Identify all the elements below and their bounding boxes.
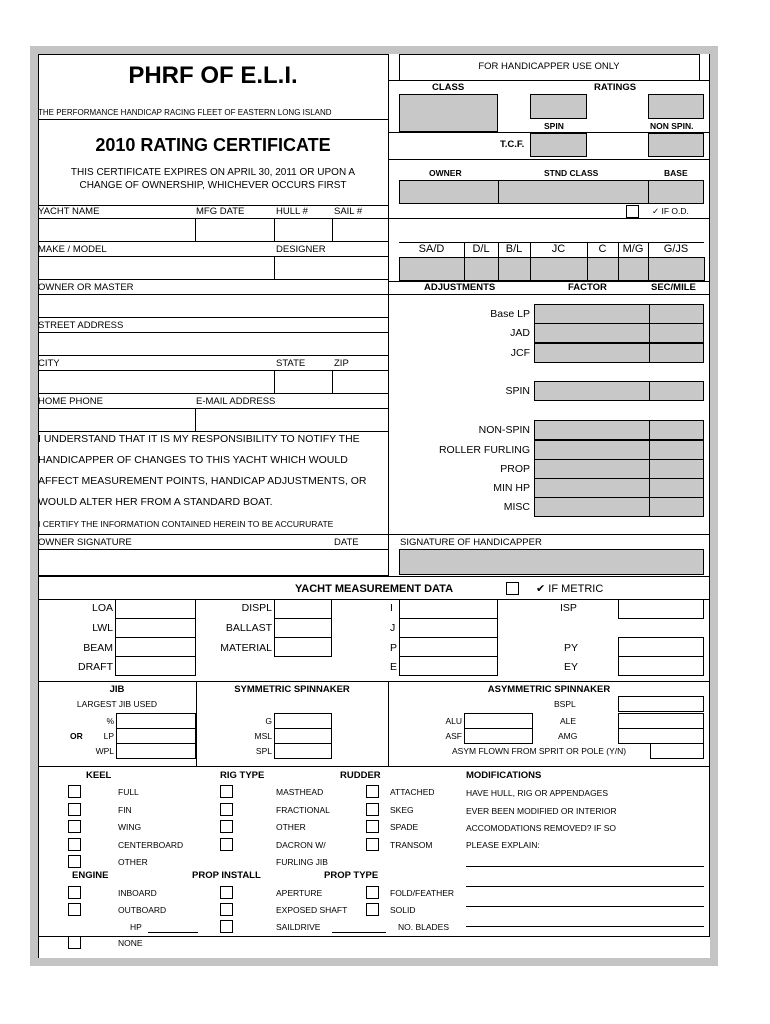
engine-none-checkbox[interactable] — [68, 936, 81, 949]
option-label: CENTERBOARD — [118, 840, 184, 850]
tcf-non-spin-field[interactable] — [648, 133, 704, 157]
asf-field[interactable] — [464, 728, 533, 744]
factor-col-field[interactable] — [530, 257, 588, 281]
factor-col-label: D/L — [472, 243, 490, 255]
prop-type-label: NO. BLADES — [398, 922, 450, 932]
yacht-name-label: YACHT NAME — [38, 206, 100, 217]
factor-label: FACTOR — [568, 282, 607, 293]
factor-col-divider — [464, 242, 465, 257]
mod-line-4: PLEASE EXPLAIN: — [466, 840, 540, 850]
class-field[interactable] — [399, 94, 498, 132]
factor-col-label: JC — [551, 243, 566, 255]
g-label: G — [265, 716, 272, 726]
certify-line: I CERTIFY THE INFORMATION CONTAINED HEREIN TO BE ACCURURATE — [38, 519, 334, 529]
sail-label: SAIL # — [334, 206, 363, 217]
adjustment-sec-mile-field[interactable] — [649, 420, 704, 440]
ballast-label: BALLAST — [225, 622, 272, 634]
beam-label: BEAM — [83, 642, 113, 654]
py-field[interactable] — [618, 637, 704, 657]
adjustment-factor-field[interactable] — [534, 304, 650, 324]
i-field[interactable] — [399, 599, 498, 619]
option-checkbox[interactable] — [366, 803, 379, 816]
no-blades-field[interactable] — [332, 932, 386, 933]
isp-field[interactable] — [618, 599, 704, 619]
prop-install-checkbox[interactable] — [220, 920, 233, 933]
base-rating-field[interactable] — [648, 180, 704, 204]
adjustment-label: NON-SPIN — [478, 424, 530, 436]
g-field[interactable] — [274, 713, 332, 729]
i-label: I — [390, 602, 393, 614]
prop-install-label: EXPOSED SHAFT — [276, 905, 348, 915]
factor-col-divider — [648, 242, 649, 257]
lwl-label: LWL — [92, 622, 113, 634]
asym-flown-label: ASYM FLOWN FROM SPRIT OR POLE (Y/N) — [452, 746, 627, 756]
expiry-line-2: CHANGE OF OWNERSHIP, WHICHEVER OCCURS FIRST — [79, 180, 347, 191]
explain-line-1[interactable] — [466, 866, 704, 867]
if-metric-label: ✔ IF METRIC — [536, 583, 604, 595]
option-checkbox[interactable] — [220, 785, 233, 798]
asym-flown-field[interactable] — [650, 743, 704, 759]
j-field[interactable] — [399, 618, 498, 638]
certificate-title: 2010 RATING CERTIFICATE — [95, 135, 331, 155]
adjustment-factor-field[interactable] — [534, 497, 650, 517]
msl-label: MSL — [254, 731, 272, 741]
lwl-field[interactable] — [115, 618, 196, 638]
mod-line-1: HAVE HULL, RIG OR APPENDAGES — [466, 788, 609, 798]
jib-lp-field[interactable] — [116, 728, 196, 744]
stnd-class-label: STND CLASS — [544, 168, 599, 178]
engine-option-label: NONE — [118, 938, 143, 948]
jib-pct-field[interactable] — [116, 713, 196, 729]
option-checkbox[interactable] — [220, 803, 233, 816]
asym-spinnaker-heading: ASYMMETRIC SPINNAKER — [487, 684, 611, 695]
prop-install-heading: PROP INSTALL — [192, 870, 261, 881]
or-label: OR — [70, 731, 83, 741]
city-label: CITY — [38, 358, 60, 369]
make-model-field[interactable] — [38, 256, 275, 280]
owner-signature-label: OWNER SIGNATURE — [38, 537, 132, 548]
explain-line-2[interactable] — [466, 886, 704, 887]
factor-col-label: SA/D — [418, 243, 445, 255]
option-label: WING — [118, 822, 142, 832]
adjustment-label: PROP — [500, 463, 530, 475]
prop-install-label: SAILDRIVE — [276, 922, 321, 932]
mfg-date-field[interactable] — [195, 218, 275, 242]
prop-type-checkbox[interactable] — [366, 903, 379, 916]
prop-type-label: FOLD/FEATHER — [390, 888, 455, 898]
factor-col-divider — [618, 242, 619, 257]
owner-master-label: OWNER OR MASTER — [38, 282, 134, 293]
adjustment-factor-field[interactable] — [534, 440, 650, 460]
option-label: FIN — [118, 805, 132, 815]
sym-spinnaker-heading: SYMMETRIC SPINNAKER — [234, 684, 350, 695]
option-checkbox[interactable] — [366, 838, 379, 851]
adjustment-label: JAD — [510, 327, 530, 339]
email-label: E-MAIL ADDRESS — [196, 396, 276, 407]
option-label: FULL — [118, 787, 139, 797]
adjustment-sec-mile-field[interactable] — [649, 440, 704, 460]
zip-field[interactable] — [332, 370, 389, 394]
zip-label: ZIP — [334, 358, 349, 369]
state-label: STATE — [276, 358, 306, 369]
designer-field[interactable] — [274, 256, 389, 280]
factor-col-divider — [587, 242, 588, 257]
adjustment-sec-mile-field[interactable] — [649, 497, 704, 517]
alu-field[interactable] — [464, 713, 533, 729]
adjustment-factor-field[interactable] — [534, 478, 650, 498]
prop-install-checkbox[interactable] — [220, 886, 233, 899]
mod-line-3: ACCOMODATIONS REMOVED? IF SO — [466, 823, 617, 833]
spl-label: SPL — [255, 746, 272, 756]
adjustment-sec-mile-field[interactable] — [649, 478, 704, 498]
adjustment-label: MIN HP — [493, 482, 530, 494]
adjustment-label: JCF — [510, 347, 530, 359]
prop-type-heading: PROP TYPE — [324, 870, 379, 881]
jib-heading: JIB — [109, 684, 125, 695]
certificate-page — [38, 54, 710, 958]
adjustment-factor-field[interactable] — [534, 343, 650, 363]
home-phone-field[interactable] — [38, 408, 196, 432]
ratings-label: RATINGS — [594, 82, 637, 93]
ey-label: EY — [564, 661, 579, 673]
non-spin-rating-field[interactable] — [648, 94, 704, 119]
factor-col-field[interactable] — [587, 257, 619, 281]
option-label: DACRON W/ — [276, 840, 326, 850]
engine-checkbox[interactable] — [68, 886, 81, 899]
expiry-line-1: THIS CERTIFICATE EXPIRES ON APRIL 30, 2011 OR UPON A — [70, 167, 356, 178]
factor-col-field[interactable] — [399, 257, 465, 281]
ballast-field[interactable] — [274, 618, 332, 638]
loa-field[interactable] — [115, 599, 196, 619]
sec-mile-label: SEC/MILE — [651, 282, 696, 293]
jib-wpl-field[interactable] — [116, 743, 196, 759]
isp-label: ISP — [560, 602, 577, 614]
engine-checkbox[interactable] — [68, 903, 81, 916]
owner-master-field[interactable] — [38, 294, 389, 318]
mod-line-2: EVER BEEN MODIFIED OR INTERIOR — [466, 806, 617, 816]
displ-field[interactable] — [274, 599, 332, 619]
street-address-field[interactable] — [38, 332, 389, 356]
adjustment-sec-mile-field[interactable] — [649, 381, 704, 401]
handicapper-signature-label: SIGNATURE OF HANDICAPPER — [400, 537, 542, 548]
loa-label: LOA — [91, 602, 113, 614]
factor-col-label: G/JS — [663, 243, 689, 255]
adjustment-label: MISC — [503, 501, 530, 513]
alu-label: ALU — [445, 716, 462, 726]
option-checkbox[interactable] — [68, 820, 81, 833]
ale-field[interactable] — [618, 713, 704, 729]
adjustments-label: ADJUSTMENTS — [424, 282, 496, 293]
tcf-spin-field[interactable] — [530, 133, 587, 157]
spin-rating-field[interactable] — [530, 94, 587, 119]
non-spin-label: NON SPIN. — [650, 121, 694, 131]
ey-field[interactable] — [618, 656, 704, 676]
bspl-label: BSPL — [554, 699, 576, 709]
prop-install-checkbox[interactable] — [220, 903, 233, 916]
date-label: DATE — [334, 537, 359, 548]
adjustment-label: SPIN — [505, 385, 530, 397]
pct-label: % — [106, 716, 114, 726]
rig-type-heading: RIG TYPE — [220, 770, 265, 781]
option-checkbox[interactable] — [68, 785, 81, 798]
e-field[interactable] — [399, 656, 498, 676]
option-label: OTHER — [276, 822, 306, 832]
factor-col-label: M/G — [622, 243, 644, 255]
rudder-heading: RUDDER — [340, 770, 381, 781]
responsibility-line-1: I UNDERSTAND THAT IT IS MY RESPONSIBILITY TO NOTIFY THE — [38, 433, 360, 445]
state-field[interactable] — [274, 370, 333, 394]
option-checkbox[interactable] — [366, 820, 379, 833]
beam-field[interactable] — [115, 637, 196, 657]
owner-rating-field[interactable] — [399, 180, 499, 204]
prop-type-label: SOLID — [390, 905, 416, 915]
adjustment-label: ROLLER FURLING — [438, 444, 530, 456]
factor-col-label: C — [598, 243, 607, 255]
displ-label: DISPL — [241, 602, 272, 614]
material-label: MATERIAL — [220, 642, 272, 654]
amg-field[interactable] — [618, 728, 704, 744]
base-label: BASE — [664, 168, 688, 178]
option-label: FURLING JIB — [276, 857, 328, 867]
tcf-label: T.C.F. — [500, 139, 525, 150]
hull-number-field[interactable] — [274, 218, 333, 242]
amg-label: AMG — [558, 731, 578, 741]
asf-label: ASF — [445, 731, 462, 741]
spin-label: SPIN — [544, 121, 564, 131]
sail-number-field[interactable] — [332, 218, 389, 242]
engine-option-label: INBOARD — [118, 888, 157, 898]
engine-option-label: HP — [130, 922, 142, 932]
stnd-class-field[interactable] — [498, 180, 649, 204]
prop-type-checkbox[interactable] — [366, 886, 379, 899]
engine-option-label: OUTBOARD — [118, 905, 167, 915]
measurement-heading: YACHT MEASUREMENT DATA — [294, 583, 454, 595]
largest-jib-label: LARGEST JIB USED — [76, 699, 158, 709]
material-field[interactable] — [274, 637, 332, 657]
engine-heading: ENGINE — [72, 870, 109, 881]
option-label: OTHER — [118, 857, 148, 867]
option-label: SKEG — [390, 805, 414, 815]
make-model-label: MAKE / MODEL — [38, 244, 107, 255]
option-checkbox[interactable] — [366, 785, 379, 798]
option-checkbox[interactable] — [220, 838, 233, 851]
owner-col-label: OWNER — [429, 168, 462, 178]
adjustment-factor-field[interactable] — [534, 381, 650, 401]
hp-field[interactable] — [148, 932, 198, 933]
page-title: PHRF OF E.L.I. — [128, 62, 298, 89]
mfg-date-label: MFG DATE — [196, 206, 245, 217]
city-field[interactable] — [38, 370, 275, 394]
one-design-checkbox[interactable] — [626, 205, 639, 218]
py-label: PY — [564, 642, 579, 654]
handicapper-heading: FOR HANDICAPPER USE ONLY — [478, 61, 620, 72]
e-label: E — [390, 661, 398, 673]
adjustment-factor-field[interactable] — [534, 459, 650, 479]
p-label: P — [390, 642, 398, 654]
bspl-field[interactable] — [618, 696, 704, 712]
option-label: TRANSOM — [390, 840, 433, 850]
adjustment-sec-mile-field[interactable] — [649, 459, 704, 479]
street-label: STREET ADDRESS — [38, 320, 124, 331]
handicapper-signature-field[interactable] — [399, 549, 704, 575]
option-label: FRACTIONAL — [276, 805, 330, 815]
responsibility-line-2: HANDICAPPER OF CHANGES TO THIS YACHT WHICH WOULD — [38, 454, 348, 466]
option-label: MASTHEAD — [276, 787, 324, 797]
adjustment-label: Base LP — [490, 308, 530, 320]
adjustment-sec-mile-field[interactable] — [649, 304, 704, 324]
factor-col-field[interactable] — [464, 257, 499, 281]
option-checkbox[interactable] — [68, 803, 81, 816]
draft-field[interactable] — [115, 656, 196, 676]
email-field[interactable] — [195, 408, 389, 432]
adjustment-sec-mile-field[interactable] — [649, 323, 704, 343]
yacht-name-field[interactable] — [38, 218, 196, 242]
factor-col-divider — [498, 242, 499, 257]
option-label: ATTACHED — [390, 787, 435, 797]
hull-label: HULL # — [276, 206, 308, 217]
class-label: CLASS — [432, 82, 465, 93]
explain-line-3[interactable] — [466, 906, 704, 907]
draft-label: DRAFT — [78, 661, 113, 673]
modifications-heading: MODIFICATIONS — [466, 770, 542, 781]
p-field[interactable] — [399, 637, 498, 657]
factor-col-field[interactable] — [648, 257, 705, 281]
wpl-label: WPL — [95, 746, 114, 756]
explain-line-4[interactable] — [466, 926, 704, 927]
responsibility-line-4: WOULD ALTER HER FROM A STANDARD BOAT. — [38, 496, 273, 508]
option-label: SPADE — [390, 822, 419, 832]
adjustment-factor-field[interactable] — [534, 420, 650, 440]
designer-label: DESIGNER — [276, 244, 326, 255]
adjustment-sec-mile-field[interactable] — [649, 343, 704, 363]
ale-label: ALE — [560, 716, 577, 726]
responsibility-line-3: AFFECT MEASUREMENT POINTS, HANDICAP ADJUSTMENTS, OR — [38, 475, 367, 487]
option-checkbox[interactable] — [68, 855, 81, 868]
owner-signature-field[interactable] — [38, 549, 389, 576]
adjustment-factor-field[interactable] — [534, 323, 650, 343]
factor-col-field[interactable] — [618, 257, 649, 281]
option-checkbox[interactable] — [220, 820, 233, 833]
if-od-label: ✓ IF O.D. — [652, 206, 689, 216]
msl-field[interactable] — [274, 728, 332, 744]
factor-col-label: B/L — [505, 243, 523, 255]
spl-field[interactable] — [274, 743, 332, 759]
prop-install-label: APERTURE — [276, 888, 323, 898]
factor-col-divider — [530, 242, 531, 257]
fleet-subtitle: THE PERFORMANCE HANDICAP RACING FLEET OF EASTERN LONG ISLAND — [38, 108, 332, 117]
lp-label: LP — [103, 731, 114, 741]
j-label: J — [390, 622, 396, 634]
keel-heading: KEEL — [86, 770, 112, 781]
metric-checkbox[interactable] — [506, 582, 519, 595]
option-checkbox[interactable] — [68, 838, 81, 851]
home-phone-label: HOME PHONE — [38, 396, 103, 407]
factor-col-field[interactable] — [498, 257, 531, 281]
